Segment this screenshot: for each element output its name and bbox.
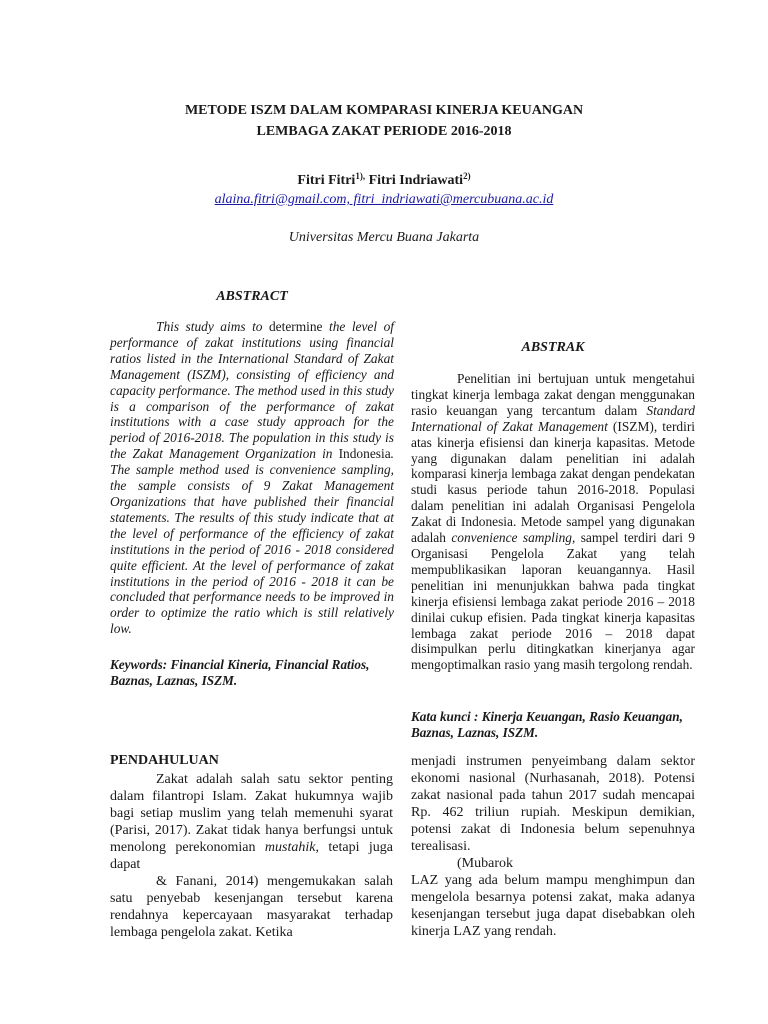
abstrak-paragraph [411,371,695,673]
author-1-affil-mark: 1), [355,171,366,181]
abstrak-heading: ABSTRAK [521,340,585,355]
intro-right-paragraph: menjadi instrumen penyeimbang dalam sektor ekonomi nasional (Nurhasanah, 2018). Potensi zakat nasional pada tahun 2017 sudah mencapai Rp. 462 triliun rupiah. Meskipun demikian, potensi zakat di Indonesia belum sepenuhnya terealisasi. [411,754,695,854]
abstract-text-plain: Indonesia [338,446,391,462]
intro-left-paragraph [110,771,393,873]
keywords-en: Keywords: Financial Kineria, Financial Ratios, Baznas, Laznas, ISZM. [110,657,370,688]
section-heading-pendahuluan: PENDAHULUAN [110,753,219,768]
title-line-2: LEMBAGA ZAKAT PERIODE 2016-2018 [256,124,512,139]
abstract-text-mid: the level of performance of zakat institutions using financial ratios listed in the International Standard of Zakat Management (ISZM), consisting of efficiency and capacity performance. The method used in this study is a comparison of the performance of zakat institutions with a case study approach for the period of 2016-2018. The population in this study is the Zakat Management Organization in [110,319,394,462]
intro-left-text-a: Zakat adalah salah satu sektor penting dalam filantropi Islam. Zakat hukumnya wajib bagi setiap muslim yang telah memenuhi syarat (Parisi, 2017). Zakat tidak hanya berfungsi untuk menolong perekonomian [110,772,393,855]
abstract-paragraph [110,319,394,637]
intro-left-italic: mustahik [264,840,316,855]
keywords-id: Kata kunci : Kinerja Keuangan, Rasio Keuangan, Baznas, Laznas, ISZM. [411,709,683,740]
abstrak-text-3: sampel terdiri dari 9 Organisasi Pengelola Zakat yang telah mempublikasikan laporan keuangannya. Hasil penelitian ini menunjukkan bahwa pada tingkat kinerja efisiensi lembaga zakat periode 2016 – 2018 dinilai cukup efisien. Pada tingkat kinerja kapasitas lembaga zakat periode 2016 – 2018 dapat disimpulkan perlu ditingkatkan kinerjanya agar mengoptimalkan rasio yang masih tergolong rendah. [411,530,695,673]
intro-right-continuation: LAZ yang ada belum mampu menghimpun dan mengelola besarnya potensi zakat, maka adanya kesenjangan tersebut juga dapat disebabkan oleh kinerja LAZ yang rendah. [411,873,695,939]
author-name-1: Fitri Fitri [297,173,356,188]
author-email-link[interactable]: alaina.fitri@gmail.com, fitri_indriawati@mercubuana.ac.id [214,192,554,207]
intro-left-text-b: , tetapi juga dapat [110,840,393,872]
intro-right-citation: (Mubarok [457,856,513,871]
author-2-affil-mark: 2) [463,171,471,181]
author-list [0,172,768,190]
affiliation: Universitas Mercu Buana Jakarta [288,230,480,245]
abstract-text-start: This study aims to [156,319,269,334]
title-line-1: METODE ISZM DALAM KOMPARASI KINERJA KEUANGAN [184,103,584,118]
abstrak-text-1: Penelitian ini bertujuan untuk mengetahui tingkat kinerja lembaga zakat dengan menggunakan rasio keuangan yang tercantum dalam [411,371,695,418]
abstrak-italic-1: Standard International of Zakat Management [411,402,695,434]
author-name-2: Fitri Indriawati [368,173,464,188]
intro-left-continuation [110,873,393,941]
paper-title [0,100,768,142]
abstract-emphasis: determine [268,319,323,334]
intro-left-text-c: & Fanani, 2014) mengemukakan salah satu penyebab kesenjangan tersebut karena rendahnya kepercayaan masyarakat terhadap lembaga pengelola zakat. Ketika [110,874,393,940]
abstract-heading: ABSTRACT [216,289,288,304]
abstract-text-end: . The sample method used is convenience sampling, the sample consists of 9 Zakat Management Organizations that have published their financial statements. The results of this study indicate that at the level of performance of the efficiency of zakat institutions in the period of 2016 - 2018 considered quite efficient. At the level of performance of zakat institutions in the period of 2016 - 2018 it can be concluded that performance needs to be improved in order to optimize the ratio which is still relatively low. [110,446,394,637]
abstrak-italic-2: convenience sampling, [451,530,576,546]
abstrak-text-2: (ISZM), terdiri atas kinerja efisiensi dan kinerja kapasitas. Metode yang digunakan dalam penelitian ini adalah komparasi kinerja lembaga zakat dengan pendekatan studi kasus periode tahun 2016-2018. Populasi dalam penelitian ini adalah Organisasi Pengelola Zakat di Indonesia. Metode sampel yang digunakan adalah [411,418,695,546]
